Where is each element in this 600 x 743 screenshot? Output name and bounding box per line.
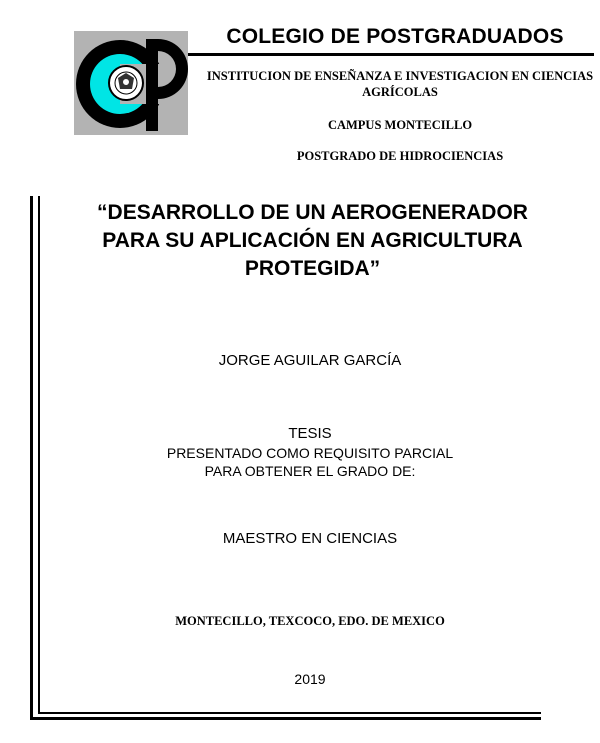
thesis-label: TESIS	[288, 425, 332, 442]
thesis-title-line: “DESARROLLO DE UN AEROGENERADOR	[97, 201, 528, 224]
thesis-line: PRESENTADO COMO REQUISITO PARCIAL	[166, 445, 454, 461]
institution-subtitle-line: AGRÍCOLAS	[362, 85, 438, 99]
frame-border-bottom-inner	[38, 712, 541, 714]
frame-border-left-outer	[30, 196, 33, 720]
thesis-title-line: PARA SU APLICACIÓN EN AGRICULTURA	[102, 229, 523, 252]
thesis-title-line: PROTEGIDA”	[244, 257, 381, 280]
thesis-title	[40, 199, 585, 283]
institution-subtitle	[205, 68, 595, 100]
institution-name: COLEGIO DE POSTGRADUADOS	[226, 25, 564, 48]
cp-logo-icon	[74, 31, 188, 135]
author-name: JORGE AGUILAR GARCÍA	[218, 352, 402, 369]
year: 2019	[294, 671, 326, 687]
campus-name: CAMPUS MONTECILLO	[327, 118, 473, 132]
frame-border-bottom-outer	[30, 717, 541, 720]
location: MONTECILLO, TEXCOCO, EDO. DE MEXICO	[175, 614, 445, 628]
institution-subtitle-line: INSTITUCION DE ENSEÑANZA E INVESTIGACION EN CIENCIAS	[206, 69, 594, 83]
thesis-line: PARA OBTENER EL GRADO DE:	[204, 463, 416, 479]
header-rule	[188, 53, 594, 56]
program-name: POSTGRADO DE HIDROCIENCIAS	[296, 149, 504, 163]
degree-name: MAESTRO EN CIENCIAS	[222, 530, 398, 547]
thesis-statement	[40, 425, 580, 480]
